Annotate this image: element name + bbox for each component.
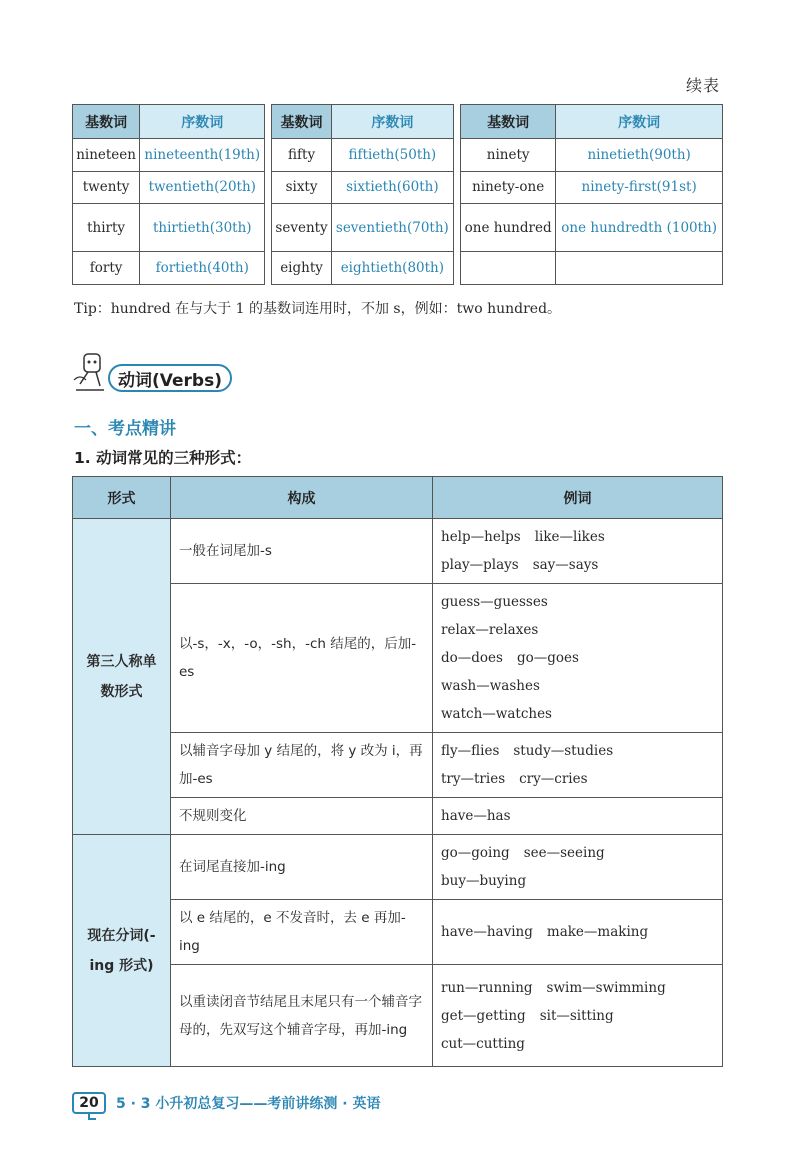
cardinal-cell: forty: [73, 252, 140, 285]
table-row: [73, 584, 723, 733]
ordinal-cell: thirtieth(30th): [140, 204, 265, 252]
header-examples: 例词: [433, 477, 723, 519]
table-header-row: [73, 477, 723, 519]
book-title: 5 · 3 小升初总复习——考前讲练测 · 英语: [116, 1096, 381, 1112]
examples-cell: fly—flies study—studies try—tries cry—cries: [433, 733, 723, 798]
cardinal-cell: ninety-one: [460, 171, 555, 204]
cardinal-cell: one hundred: [460, 204, 555, 252]
ordinal-cell: twentieth(20th): [140, 171, 265, 204]
section-title: 动词(Verbs): [108, 364, 232, 392]
table-row: [73, 798, 723, 835]
table-row: [73, 139, 723, 172]
header-cardinal-1: 基数词: [73, 105, 140, 139]
rule-cell: 以重读闭音节结尾且末尾只有一个辅音字母的，先双写这个辅音字母，再加-ing: [171, 965, 433, 1067]
cardinal-cell: sixty: [272, 171, 331, 204]
ordinal-cell: fortieth(40th): [140, 252, 265, 285]
rule-cell: 以 e 结尾的，e 不发音时，去 e 再加-ing: [171, 900, 433, 965]
cardinal-cell: seventy: [272, 204, 331, 252]
ordinal-cell: seventieth(70th): [331, 204, 453, 252]
table-row: [73, 252, 723, 285]
table-row: [73, 965, 723, 1067]
rule-cell: 以辅音字母加 y 结尾的，将 y 改为 i，再加-es: [171, 733, 433, 798]
ordinal-cell: eightieth(80th): [331, 252, 453, 285]
cardinal-cell: ninety: [460, 139, 555, 172]
continued-label: 续表: [685, 76, 720, 95]
item-heading: 1. 动词常见的三种形式：: [74, 449, 252, 467]
ordinal-cell: nineteenth(19th): [140, 139, 265, 172]
header-cardinal-2: 基数词: [272, 105, 331, 139]
cardinal-cell: thirty: [73, 204, 140, 252]
header-ordinal-2: 序数词: [331, 105, 453, 139]
rule-cell: 以-s，-x，-o，-sh，-ch 结尾的，后加-es: [171, 584, 433, 733]
header-form: 形式: [73, 477, 171, 519]
subheading: 一、考点精讲: [74, 419, 176, 439]
header-ordinal-3: 序数词: [556, 105, 723, 139]
tip-text: Tip：hundred 在与大于 1 的基数词连用时，不加 s，例如：two hundred。: [74, 301, 562, 317]
page-footer: [72, 1092, 381, 1114]
examples-cell: go—going see—seeingbuy—buying: [433, 835, 723, 900]
ordinal-cell: ninety-first(91st): [556, 171, 723, 204]
ordinal-cell: [556, 252, 723, 285]
number-words-table: [72, 104, 723, 285]
examples-cell: run—running swim—swimming get—getting sit—sitting cut—cutting: [433, 965, 723, 1067]
ordinal-cell: one hundredth (100th): [556, 204, 723, 252]
header-cardinal-3: 基数词: [460, 105, 555, 139]
ordinal-cell: sixtieth(60th): [331, 171, 453, 204]
examples-cell: have—having make—making: [433, 900, 723, 965]
header-ordinal-1: 序数词: [140, 105, 265, 139]
rule-cell: 一般在词尾加-s: [171, 519, 433, 584]
cardinal-cell: nineteen: [73, 139, 140, 172]
category-cell: 第三人称单数形式: [73, 519, 171, 835]
table-row: [73, 519, 723, 584]
table-header-row: [73, 105, 723, 139]
header-construction: 构成: [171, 477, 433, 519]
examples-cell: guess—guesses relax—relaxes do—does go—goes wash—washes watch—watches: [433, 584, 723, 733]
examples-cell: help—helps like—likes play—plays say—says: [433, 519, 723, 584]
table-row: [73, 733, 723, 798]
rule-cell: 不规则变化: [171, 798, 433, 835]
verb-forms-table: [72, 476, 723, 1067]
cardinal-cell: fifty: [272, 139, 331, 172]
page-number: 20: [72, 1092, 106, 1114]
cardinal-cell: [460, 252, 555, 285]
table-row: [73, 204, 723, 252]
table-row: [73, 171, 723, 204]
cardinal-cell: eighty: [272, 252, 331, 285]
table-row: [73, 835, 723, 900]
ordinal-cell: ninetieth(90th): [556, 139, 723, 172]
rule-cell: 在词尾直接加-ing: [171, 835, 433, 900]
ordinal-cell: fiftieth(50th): [331, 139, 453, 172]
cardinal-cell: twenty: [73, 171, 140, 204]
table-row: [73, 900, 723, 965]
examples-cell: have—has: [433, 798, 723, 835]
category-cell: 现在分词(-ing 形式): [73, 835, 171, 1067]
